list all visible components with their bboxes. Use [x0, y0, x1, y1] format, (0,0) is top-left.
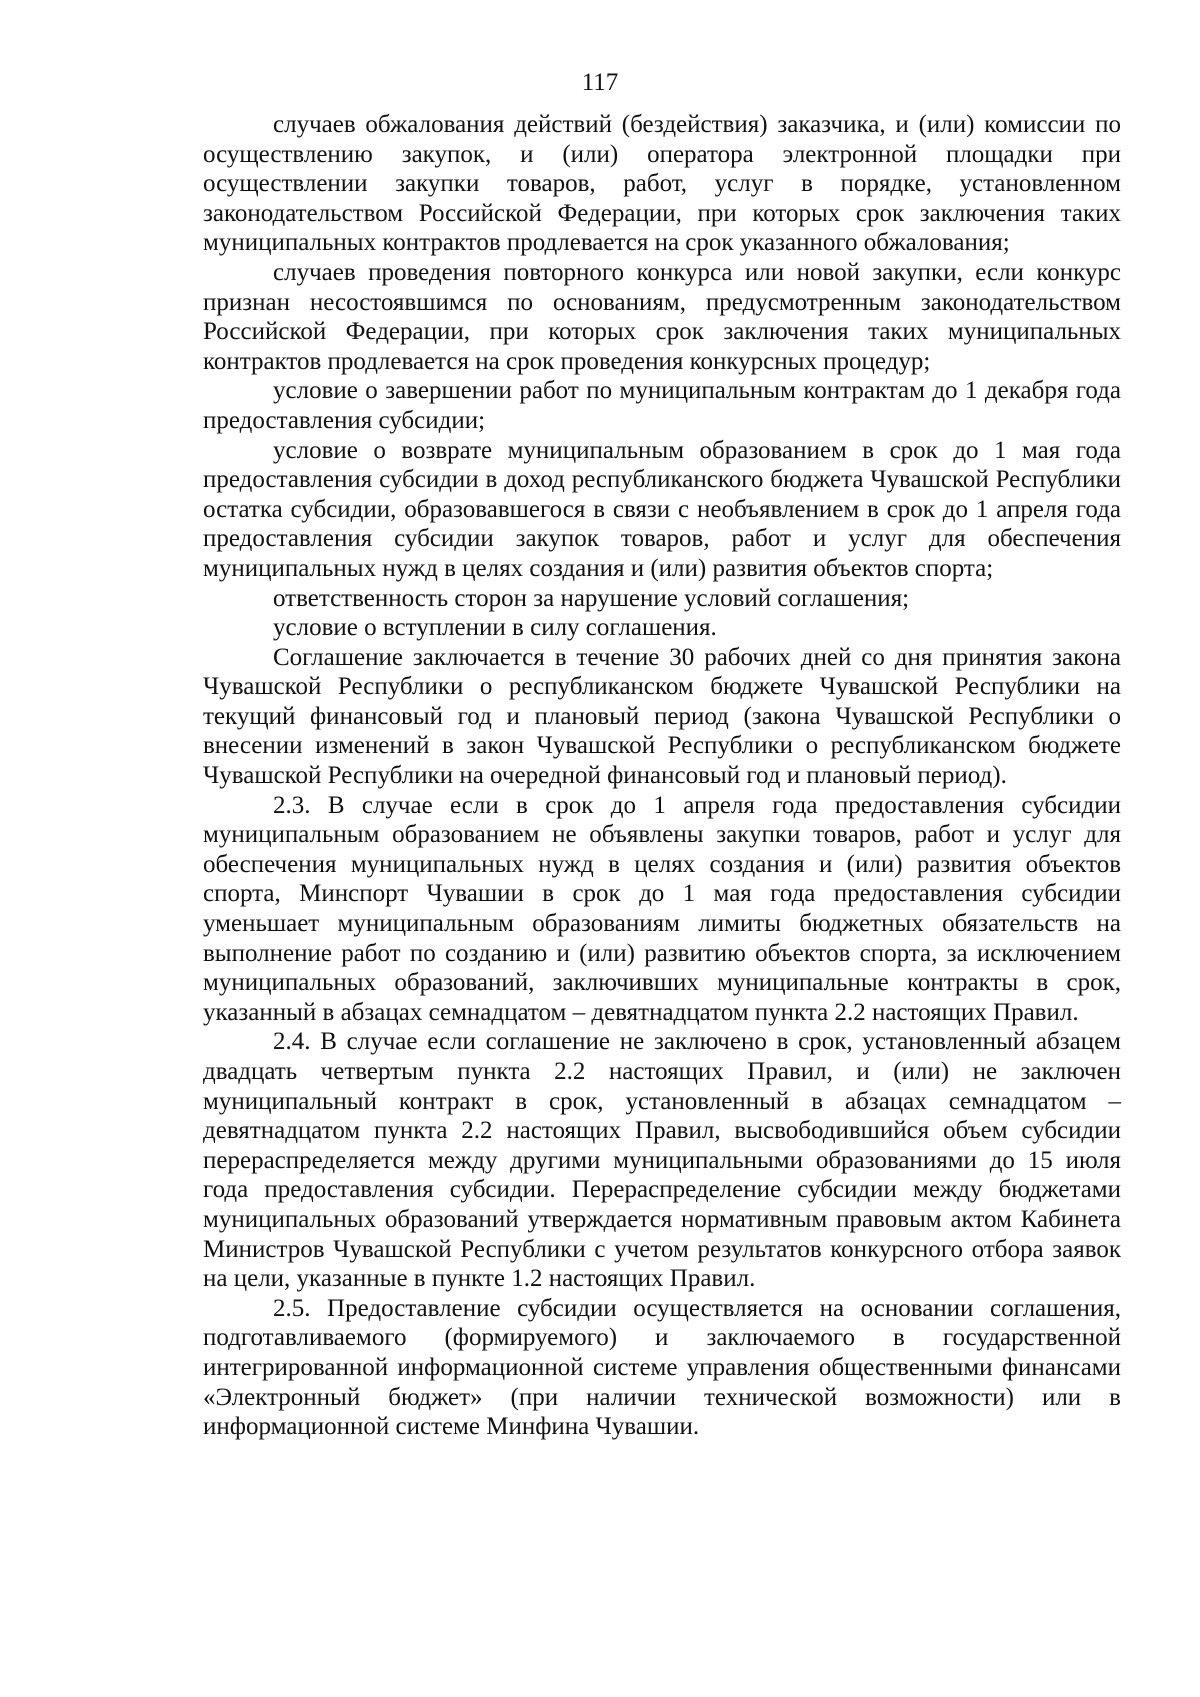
- paragraph-completion-condition: условие о завершении работ по муниципальным контрактам до 1 декабря года предоставления субсидии;: [203, 377, 1121, 434]
- document-body: [203, 110, 1121, 1442]
- paragraph-section-2-3: 2.3. В случае если в срок до 1 апреля года предоставления субсидии муниципальным образованием не объявлены закупки товаров, работ и услуг для обеспечения муниципальных нужд в целях создания и (или) развития объектов спорта, Минспорт Чувашии в срок до 1 мая года предоставления субсидии уменьшает муниципальным образованиям лимиты бюджетных обязательств на выполнение работ по созданию и (или) развитию объектов спорта, за исключением муниципальных образований, заключивших муниципальные контракты в срок, указанный в абзацах семнадцатом – девятнадцатом пункта 2.2 настоящих Правил.: [203, 791, 1121, 1026]
- page-number: 117: [581, 69, 619, 96]
- paragraph-repeat-competition: случаев проведения повторного конкурса или новой закупки, если конкурс признан несостоявшимся по основаниям, предусмотренным законодательством Российской Федерации, при которых срок заключения таких муниципальных контрактов продлевается на срок проведения конкурсных процедур;: [203, 258, 1121, 375]
- paragraph-refund-condition: условие о возврате муниципальным образованием в срок до 1 мая года предоставления субсидии в доход республиканского бюджета Чувашской Республики остатка субсидии, образовавшегося в связи с необъявлением в срок до 1 апреля года предоставления субсидии закупок товаров, работ и услуг для обеспечения муниципальных нужд в целях создания и (или) развития объектов спорта;: [203, 436, 1121, 582]
- paragraph-liability: ответственность сторон за нарушение условий соглашения;: [273, 584, 910, 612]
- paragraph-appeal-cases: случаев обжалования действий (бездействия) заказчика, и (или) комиссии по осуществлению закупок, и (или) оператора электронной площадки при осуществлении закупки товаров, работ, услуг в порядке, установленном законодательством Российской Федерации, при которых срок заключения таких муниципальных контрактов продлевается на срок указанного обжалования;: [203, 111, 1121, 257]
- paragraph-entry-into-force: условие о вступлении в силу соглашения.: [273, 614, 717, 642]
- paragraph-section-2-5: 2.5. Предоставление субсидии осуществляется на основании соглашения, подготавливаемого (формируемого) и заключаемого в государственной интегрированной информационной системе управления общественными финансами «Электронный бюджет» (при наличии технической возможности) или в информационной системе Минфина Чувашии.: [203, 1294, 1121, 1441]
- paragraph-section-2-4: 2.4. В случае если соглашение не заключено в срок, установленный абзацем двадцать четвертым пункта 2.2 настоящих Правил, и (или) не заключен муниципальный контракт в срок, установленный в абзацах семнадцатом – девятнадцатом пункта 2.2 настоящих Правил, высвободившийся объем субсидии перераспределяется между другими муниципальными образованиями до 15 июля года предоставления субсидии. Перераспределение субсидии между бюджетами муниципальных образований утверждается нормативным правовым актом Кабинета Министров Чувашской Республики с учетом результатов конкурсного отбора заявок на цели, указанные в пункте 1.2 настоящих Правил.: [203, 1028, 1121, 1293]
- paragraph-agreement-term: Соглашение заключается в течение 30 рабочих дней со дня принятия закона Чувашской Республики о республиканском бюджете Чувашской Республики на текущий финансовый год и плановый период (закона Чувашской Республики о внесении изменений в закон Чувашской Республики о республиканском бюджете Чувашской Республики на очередной финансовый год и плановый период).: [203, 643, 1121, 790]
